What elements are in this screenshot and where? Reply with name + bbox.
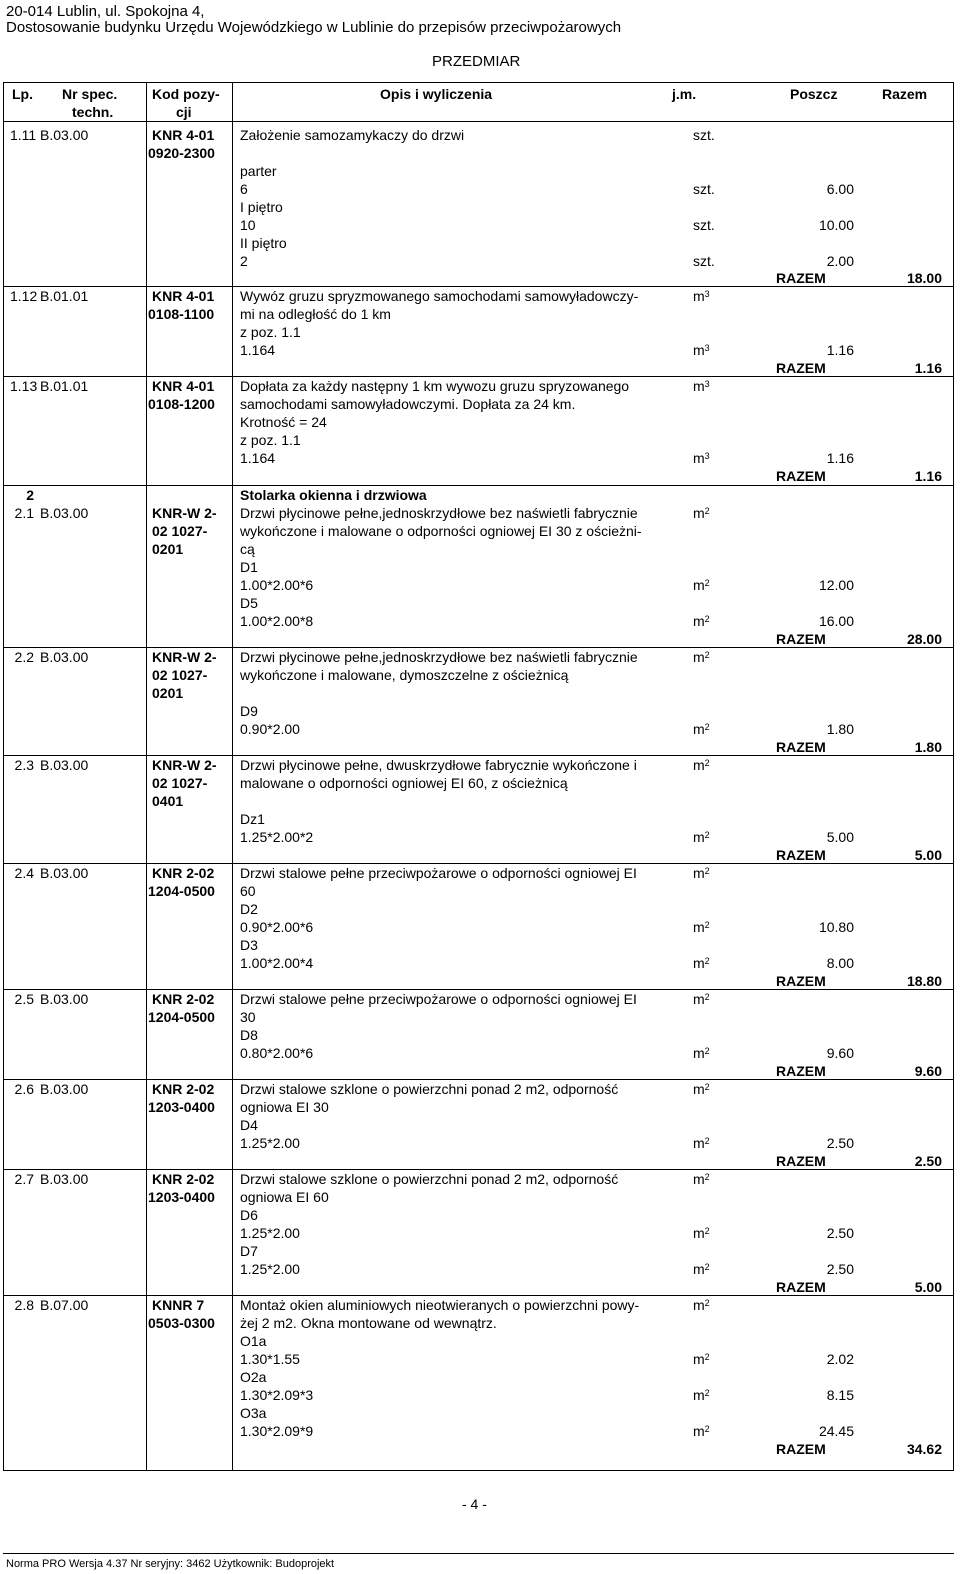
- table-cell: $m^2$: [693, 1081, 710, 1097]
- table-cell: 2.3: [14, 757, 34, 773]
- table-cell: RAZEM: [776, 468, 826, 484]
- table-cell: D9: [240, 703, 258, 719]
- table-cell: 0201: [152, 685, 184, 701]
- col-razem: Razem: [882, 86, 928, 102]
- table-cell: 2: [26, 487, 34, 503]
- table-cell: Drzwi stalowe szklone o powierzchni ponad 2 m2, odporność: [240, 1081, 619, 1097]
- software-info: Norma PRO Wersja 4.37 Nr seryjny: 3462 Użytkownik: Budoprojekt: [6, 1558, 335, 1570]
- table-cell: $m^2$: [693, 865, 710, 881]
- table-cell: 0108-1200: [148, 396, 215, 412]
- table-cell: Drzwi stalowe pełne przeciwpożarowe o odporności ogniowej EI: [240, 991, 637, 1007]
- table-cell: $m^2$: [693, 1261, 710, 1277]
- table-cell: $m^3$: [693, 378, 710, 394]
- table-cell: D2: [240, 901, 258, 917]
- table-cell: 6: [240, 181, 248, 197]
- table-cell: $m^2$: [693, 1351, 710, 1367]
- table-cell: RAZEM: [776, 739, 826, 755]
- table-cell: 1203-0400: [148, 1099, 215, 1115]
- unit-exponent: 2: [704, 920, 710, 930]
- table-cell: D4: [240, 1117, 258, 1133]
- unit-exponent: 2: [704, 992, 710, 1002]
- table-cell: 10.00: [818, 217, 854, 233]
- unit-exponent: 2: [704, 506, 710, 516]
- table-cell: Krotność = 24: [240, 414, 327, 430]
- table-cell: D1: [240, 559, 258, 575]
- table-cell: 02 1027-: [152, 667, 208, 683]
- table-cell: Założenie samozamykaczy do drzwi: [240, 127, 465, 143]
- table-cell: RAZEM: [776, 847, 826, 863]
- table-cell: mi na odległość do 1 km: [240, 306, 391, 322]
- table-cell: RAZEM: [776, 973, 826, 989]
- table-cell: $m^2$: [693, 1297, 710, 1313]
- table-cell: 02 1027-: [152, 775, 208, 791]
- table-cell: 2.50: [826, 1261, 854, 1277]
- table-cell: cą: [240, 541, 255, 557]
- table-cell: RAZEM: [776, 360, 826, 376]
- table-cell: 8.15: [826, 1387, 854, 1403]
- table-cell: 0.90*2.00*6: [240, 919, 314, 935]
- col-jm: j.m.: [672, 86, 697, 102]
- table-cell: KNR 2-02: [152, 991, 215, 1007]
- table-cell: 28.00: [906, 631, 942, 647]
- table-cell: 9.60: [914, 1063, 942, 1079]
- table-cell: 1203-0400: [148, 1189, 215, 1205]
- table-cell: Wywóz gruzu spryzmowanego samochodami samowyładowczy-: [240, 288, 639, 304]
- unit-exponent: 2: [704, 722, 710, 732]
- unit-exponent: 2: [704, 1262, 710, 1272]
- col-divider-kod: [146, 82, 147, 1471]
- table-cell: $m^2$: [693, 955, 710, 971]
- table-cell: Montaż okien aluminiowych nieotwieranych o powierzchni powy-: [240, 1297, 640, 1313]
- table-cell: I piętro: [240, 199, 283, 215]
- unit-exponent: 2: [704, 1298, 710, 1308]
- table-cell: 16.00: [818, 613, 854, 629]
- unit-exponent: 2: [704, 758, 710, 768]
- unit-exponent: 2: [704, 830, 710, 840]
- table-right-border: [953, 82, 954, 1471]
- table-cell: 0.90*2.00: [240, 721, 300, 737]
- table-cell: 2.02: [826, 1351, 854, 1367]
- table-cell: 1.30*2.09*3: [240, 1387, 314, 1403]
- table-cell: O2a: [240, 1369, 267, 1385]
- table-cell: malowane o odporności ogniowej EI 60, z ościeżnicą: [240, 775, 568, 791]
- table-cell: 10.80: [818, 919, 854, 935]
- unit-exponent: 2: [704, 1388, 710, 1398]
- table-cell: B.03.00: [40, 649, 89, 665]
- table-cell: KNR 4-01: [152, 288, 215, 304]
- table-cell: Drzwi płycinowe pełne,jednoskrzydłowe bez naświetli fabrycznie: [240, 649, 638, 665]
- table-cell: D5: [240, 595, 258, 611]
- table-cell: 0.80*2.00*6: [240, 1045, 314, 1061]
- table-cell: D8: [240, 1027, 258, 1043]
- table-cell: 2.50: [914, 1153, 942, 1169]
- unit-exponent: 2: [704, 578, 710, 588]
- table-cell: 18.00: [906, 270, 942, 286]
- table-cell: 1.25*2.00: [240, 1135, 300, 1151]
- table-cell: $m^2$: [693, 757, 710, 773]
- table-cell: KNNR 7: [152, 1297, 205, 1313]
- table-cell: KNR 2-02: [152, 1081, 215, 1097]
- table-cell: O1a: [240, 1333, 267, 1349]
- table-cell: 12.00: [818, 577, 854, 593]
- table-cell: KNR 2-02: [152, 1171, 215, 1187]
- table-cell: 1.80: [826, 721, 854, 737]
- table-cell: 5.00: [826, 829, 854, 845]
- table-cell: 1.00*2.00*8: [240, 613, 314, 629]
- table-cell: 2.4: [14, 865, 34, 881]
- table-cell: RAZEM: [776, 1441, 826, 1457]
- table-cell: KNR 4-01: [152, 127, 215, 143]
- table-cell: RAZEM: [776, 1279, 826, 1295]
- table-cell: 1.25*2.00*2: [240, 829, 314, 845]
- unit-exponent: 2: [704, 1082, 710, 1092]
- col-kod: Kod pozy-: [152, 86, 220, 102]
- unit-exponent: 3: [704, 379, 710, 389]
- table-cell: 5.00: [914, 847, 942, 863]
- table-cell: $m^2$: [693, 577, 710, 593]
- col-nr-spec-2: techn.: [72, 104, 114, 120]
- table-cell: 34.62: [906, 1441, 942, 1457]
- table-cell: 2.50: [826, 1225, 854, 1241]
- table-cell: $m^2$: [693, 613, 710, 629]
- table-cell: 1.00*2.00*4: [240, 955, 314, 971]
- table-cell: $m^2$: [693, 721, 710, 737]
- row-separator: [3, 485, 954, 486]
- table-cell: B.03.00: [40, 127, 89, 143]
- table-cell: D3: [240, 937, 258, 953]
- footer-rule: [3, 1553, 954, 1554]
- table-cell: 2.5: [14, 991, 34, 1007]
- table-cell: 2.00: [826, 253, 854, 269]
- table-cell: 8.00: [826, 955, 854, 971]
- table-cell: 1.16: [914, 360, 942, 376]
- table-cell: 0201: [152, 541, 184, 557]
- table-cell: ogniowa EI 60: [240, 1189, 329, 1205]
- table-cell: B.03.00: [40, 757, 89, 773]
- table-cell: II piętro: [240, 235, 287, 251]
- table-cell: 9.60: [826, 1045, 854, 1061]
- table-cell: $m^2$: [693, 1171, 710, 1187]
- table-cell: Drzwi stalowe pełne przeciwpożarowe o odporności ogniowej EI: [240, 865, 637, 881]
- table-cell: Dopłata za każdy następny 1 km wywozu gruzu spryzowanego: [240, 378, 630, 394]
- col-nr-spec: Nr spec.: [62, 86, 118, 102]
- table-cell: 1.80: [914, 739, 942, 755]
- table-cell: B.03.00: [40, 505, 89, 521]
- col-divider-opis: [232, 82, 233, 1471]
- table-cell: 2.50: [826, 1135, 854, 1151]
- table-cell: 2.1: [14, 505, 34, 521]
- table-cell: 0920-2300: [148, 145, 215, 161]
- col-lp: Lp.: [12, 86, 33, 102]
- table-cell: wykończone i malowane, dymoszczelne z ościeżnicą: [240, 667, 569, 683]
- table-cell: 1.164: [240, 342, 276, 358]
- table-cell: B.03.00: [40, 991, 89, 1007]
- table-cell: 1.16: [914, 468, 942, 484]
- header-project: Dostosowanie budynku Urzędu Wojewódzkiego w Lublinie do przepisów przeciwpożarowych: [6, 19, 622, 36]
- table-cell: $m^2$: [693, 1423, 710, 1439]
- table-cell: 1.25*2.00: [240, 1261, 300, 1277]
- table-cell: 5.00: [914, 1279, 942, 1295]
- table-cell: 1204-0500: [148, 883, 215, 899]
- unit-exponent: 2: [704, 1424, 710, 1434]
- table-cell: 0401: [152, 793, 184, 809]
- col-opis: Opis i wyliczenia: [380, 86, 493, 102]
- table-cell: RAZEM: [776, 1153, 826, 1169]
- unit-exponent: 2: [704, 1046, 710, 1056]
- table-cell: $m^2$: [693, 649, 710, 665]
- unit-exponent: 3: [704, 343, 710, 353]
- table-cell: 1204-0500: [148, 1009, 215, 1025]
- table-cell: 02 1027-: [152, 523, 208, 539]
- table-cell: KNR-W 2-: [152, 649, 217, 665]
- table-cell: 1.11: [10, 127, 37, 143]
- table-cell: B.03.00: [40, 865, 89, 881]
- table-cell: $m^2$: [693, 1135, 710, 1151]
- table-left-border: [3, 82, 4, 1471]
- table-cell: 24.45: [818, 1423, 854, 1439]
- table-cell: 1.30*2.09*9: [240, 1423, 314, 1439]
- table-cell: KNR-W 2-: [152, 505, 217, 521]
- table-cell: $m^3$: [693, 342, 710, 358]
- table-cell: szt.: [693, 127, 715, 143]
- unit-exponent: 3: [704, 289, 710, 299]
- table-cell: wykończone i malowane o odporności ogniowej EI 30 z ościeżni-: [240, 523, 642, 539]
- unit-exponent: 2: [704, 1136, 710, 1146]
- table-cell: 2: [240, 253, 248, 269]
- table-cell: 0503-0300: [148, 1315, 215, 1331]
- table-cell: $m^2$: [693, 505, 710, 521]
- table-cell: Stolarka okienna i drzwiowa: [240, 487, 427, 503]
- table-cell: żej 2 m2. Okna montowane od wewnątrz.: [240, 1315, 497, 1331]
- table-cell: Drzwi płycinowe pełne,jednoskrzydłowe bez naświetli fabrycznie: [240, 505, 638, 521]
- table-cell: KNR 2-02: [152, 865, 215, 881]
- table-cell: RAZEM: [776, 631, 826, 647]
- table-cell: B.07.00: [40, 1297, 89, 1313]
- table-cell: z poz. 1.1: [240, 432, 301, 448]
- unit-exponent: 2: [704, 650, 710, 660]
- page-title: PRZEDMIAR: [432, 53, 521, 70]
- table-cell: 1.164: [240, 450, 276, 466]
- table-cell: RAZEM: [776, 270, 826, 286]
- table-cell: $m^2$: [693, 991, 710, 1007]
- table-cell: B.03.00: [40, 1171, 89, 1187]
- table-cell: szt.: [693, 181, 715, 197]
- unit-exponent: 3: [704, 451, 710, 461]
- table-cell: Dz1: [240, 811, 265, 827]
- unit-exponent: 2: [704, 1172, 710, 1182]
- col-kod-2: cji: [176, 104, 192, 120]
- table-cell: $m^3$: [693, 450, 710, 466]
- table-cell: 2.2: [14, 649, 34, 665]
- table-cell: RAZEM: [776, 1063, 826, 1079]
- table-cell: szt.: [693, 253, 715, 269]
- table-cell: z poz. 1.1: [240, 324, 301, 340]
- unit-exponent: 2: [704, 956, 710, 966]
- table-cell: $m^2$: [693, 829, 710, 845]
- table-cell: 1.30*1.55: [240, 1351, 300, 1367]
- table-cell: D6: [240, 1207, 258, 1223]
- unit-exponent: 2: [704, 1352, 710, 1362]
- table-cell: 1.13: [10, 378, 38, 394]
- table-cell: $m^2$: [693, 1225, 710, 1241]
- unit-exponent: 2: [704, 1226, 710, 1236]
- header-address: 20-014 Lublin, ul. Spokojna 4,: [6, 3, 205, 20]
- table-cell: 0108-1100: [148, 306, 215, 322]
- table-cell: B.03.00: [40, 1081, 89, 1097]
- page-number: - 4 -: [462, 1496, 487, 1512]
- table-cell: szt.: [693, 217, 715, 233]
- table-cell: 2.6: [14, 1081, 34, 1097]
- table-cell: samochodami samowyładowczymi. Dopłata za 24 km.: [240, 396, 576, 412]
- table-cell: 60: [240, 883, 256, 899]
- table-cell: ogniowa EI 30: [240, 1099, 329, 1115]
- table-cell: 2.8: [14, 1297, 34, 1313]
- table-cell: 1.12: [10, 288, 38, 304]
- table-cell: 1.25*2.00: [240, 1225, 300, 1241]
- table-cell: D7: [240, 1243, 258, 1259]
- table-cell: 6.00: [826, 181, 854, 197]
- table-cell: B.01.01: [40, 378, 89, 394]
- table-cell: B.01.01: [40, 288, 89, 304]
- col-poszcz: Poszcz: [790, 86, 838, 102]
- table-cell: 1.16: [826, 450, 854, 466]
- table-cell: 18.80: [906, 973, 942, 989]
- table-cell: 1.00*2.00*6: [240, 577, 314, 593]
- table-cell: 30: [240, 1009, 256, 1025]
- unit-exponent: 2: [704, 866, 710, 876]
- table-cell: KNR-W 2-: [152, 757, 217, 773]
- table-cell: O3a: [240, 1405, 267, 1421]
- table-cell: 2.7: [14, 1171, 34, 1187]
- table-cell: 1.16: [826, 342, 854, 358]
- table-cell: parter: [240, 163, 277, 179]
- unit-exponent: 2: [704, 614, 710, 624]
- table-cell: $m^2$: [693, 1387, 710, 1403]
- table-cell: $m^2$: [693, 1045, 710, 1061]
- table-cell: 10: [240, 217, 256, 233]
- table-cell: $m^3$: [693, 288, 710, 304]
- table-cell: Drzwi płycinowe pełne, dwuskrzydłowe fabrycznie wykończone i: [240, 757, 637, 773]
- table-cell: KNR 4-01: [152, 378, 215, 394]
- table-cell: $m^2$: [693, 919, 710, 935]
- table-cell: Drzwi stalowe szklone o powierzchni ponad 2 m2, odporność: [240, 1171, 619, 1187]
